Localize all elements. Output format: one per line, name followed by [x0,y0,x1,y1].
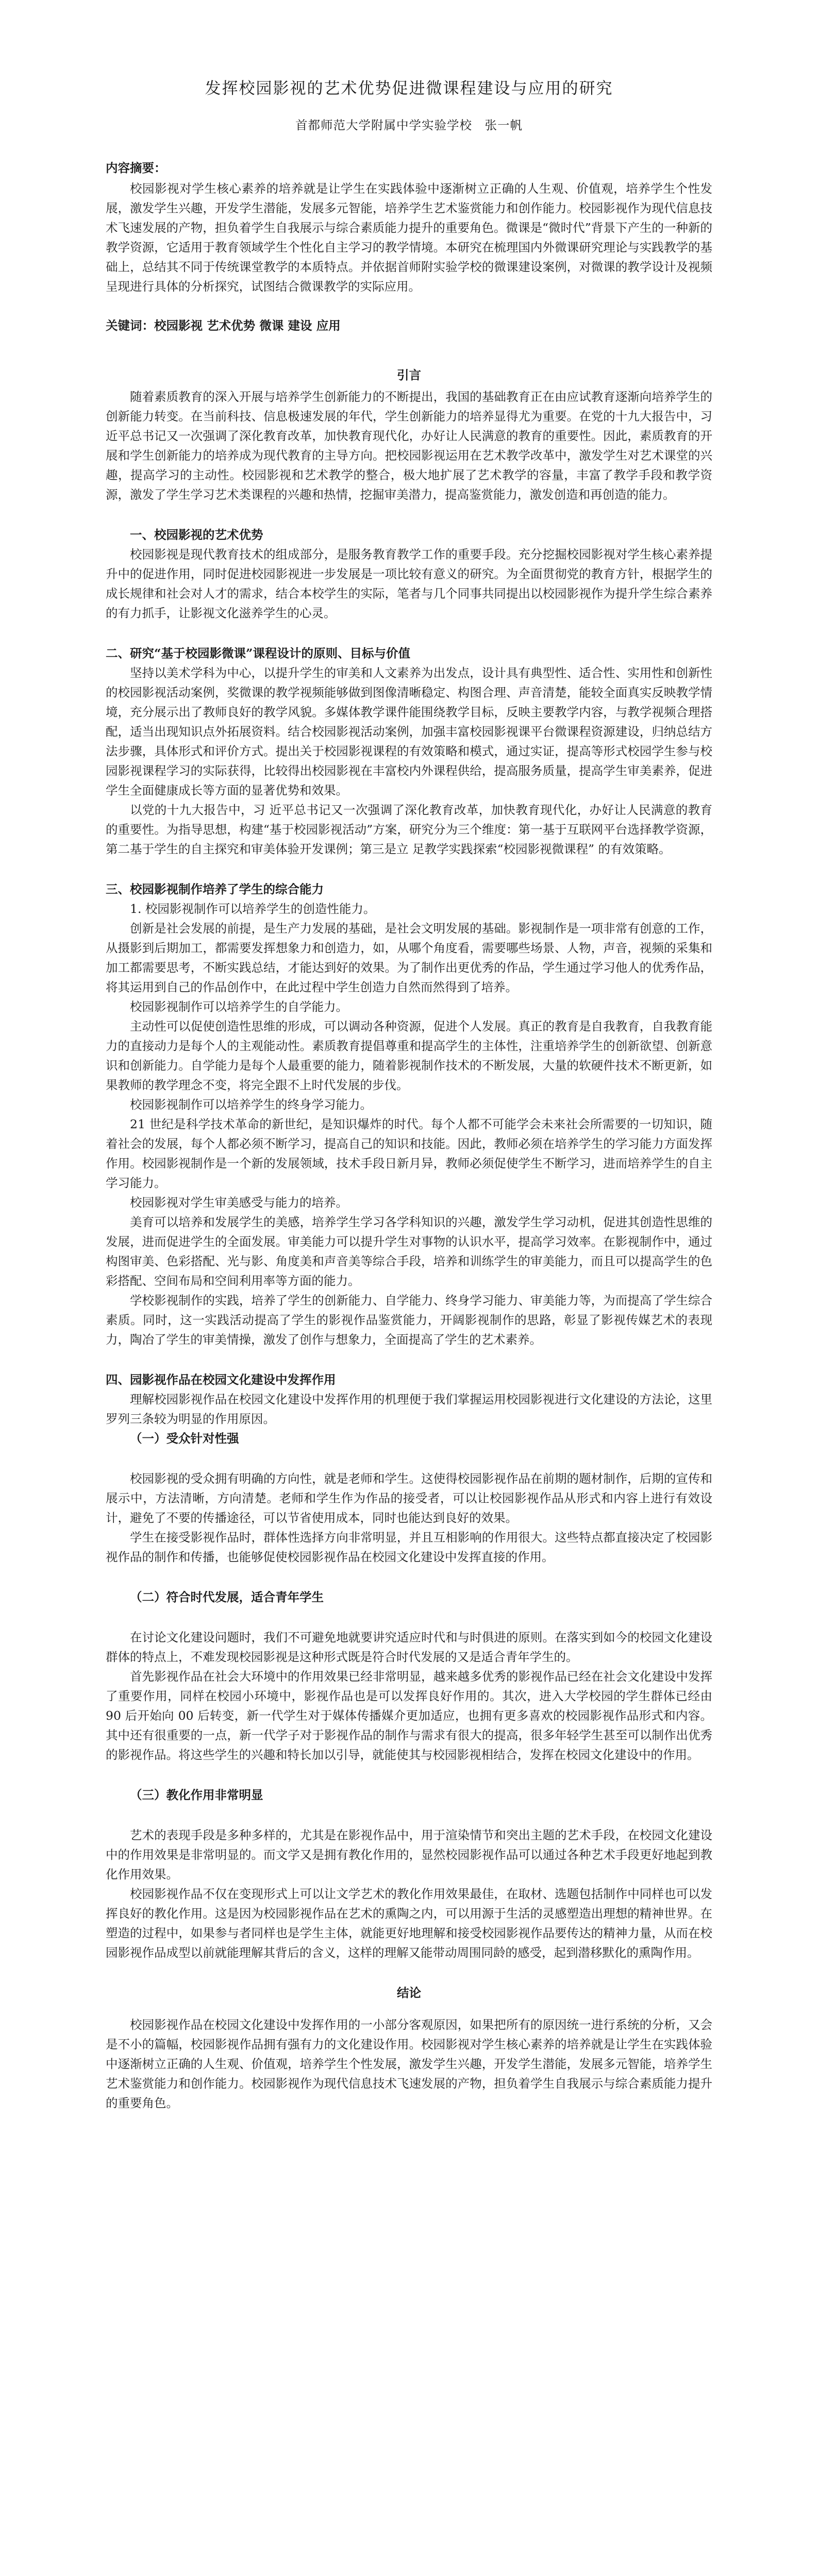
section1-heading: 一、校园影视的艺术优势 [130,528,263,542]
section3-item3-paragraph: 21 世纪是科学技术革命的新世纪，是知识爆炸的时代。每个人都不可能学会未来社会所需要的一切知识，随着社会的发展，每个人都必须不断学习，提高自己的知识和技能。因此，教师必须在培养学生的学习能力方面发挥作用。校园影视制作是一个新的发展领域，技术手段日新月异，教师必须促使学生不断学习，进而培养学生的自主学习能力。 [106,1117,712,1190]
section3-item3-title: 校园影视制作可以培养学生的终身学习能力。 [130,1097,372,1112]
section4-sub1-paragraph-1: 校园影视的受众拥有明确的方向性，就是老师和学生。这使得校园影视作品在前期的题材制作，后期的宣传和展示中，方法清晰，方向清楚。老师和学生作为作品的接受者，可以让校园影视作品从形式和内容上进行有效设计，避免了不要的传播途径，可以节省使用成本，同时也能达到良好的效果。 [106,1471,712,1525]
section4-sub2-heading: （二）符合时代发展，适合青年学生 [130,1590,324,1604]
section4-sub2-paragraph-2: 首先影视作品在社会大环境中的作用效果已经非常明显，越来越多优秀的影视作品已经在社会文化建设中发挥了重要作用，同样在校园小环境中，影视作品也是可以发挥良好作用的。其次，进入大学校园的学生群体已经由 90 后开始向 00 后转变，新一代学生对于媒体传播媒介更加适应，也拥有更多喜欢的校园影视作品形式和内容。其中还有很重要的一点，新一代学子对于影视作品的制作与需求有很大的提高，很多年轻学生甚至可以制作出优秀的影视作品。将这些学生的兴趣和特长加以引导，就能使其与校园影视相结合，发挥在校园文化建设中的作用。 [106,1669,712,1762]
section3-item1-title: 1. 校园影视制作可以培养学生的创造性能力。 [130,902,376,916]
section3-item1-paragraph: 创新是社会发展的前提，是生产力发展的基础，是社会文明发展的基础。影视制作是一项非常有创意的工作，从摄影到后期加工，都需要发挥想象力和创造力，如，从哪个角度看，需要哪些场景、人物，声音，视频的采集和加工都需要思考，不断实践总结，才能达到好的效果。为了制作出更优秀的作品，学生通过学习他人的优秀作品，将其运用到自己的作品创作中，在此过程中学生创造力自然而然得到了培养。 [106,921,712,994]
section2-paragraph-1: 坚持以美术学科为中心，以提升学生的审美和人文素养为出发点，设计具有典型性、适合性、实用性和创新性的校园影视活动案例，奖微课的教学视频能够做到图像清晰稳定、构图合理、声音清楚，能较全面真实反映教学情境，充分展示出了教师良好的教学风貌。多媒体教学课件能围绕教学目标，反映主要教学内容，与教学视频合理搭配，适当出现知识点外拓展资料。结合校园影视活动案例，加强丰富校园影视课平台微课程资源建设，归纳总结方法步骤，具体形式和评价方式。提出关于校园影视课程的有效策略和模式，通过实证，提高等形式校园学生参与校园影视课程学习的实际获得，比较得出校园影视在丰富校内外课程供给，提高服务质量，提高学生审美素养，促进学生全面健康成长等方面的显著优势和效果。 [106,666,712,798]
abstract-label: 内容摘要： [106,161,166,175]
section3-heading: 三、校园影视制作培养了学生的综合能力 [106,882,324,896]
section3-item4-title: 校园影视对学生审美感受与能力的培养。 [130,1195,348,1210]
intro-paragraph: 随着素质教育的深入开展与培养学生创新能力的不断提出，我国的基础教育正在由应试教育逐渐向培养学生的创新能力转变。在当前科技、信息极速发展的年代，学生创新能力的培养显得尤为重要。在党的十九大报告中，习近平总书记又一次强调了深化教育改革，加快教育现代化，办好让人民满意的教育的重要性。因此，素质教育的开展和学生创新能力的培养成为现代教育的主导方向。把校园影视运用在艺术教学改革中，激发学生对艺术课堂的兴趣，提高学习的主动性。校园影视和艺术教学的整合，极大地扩展了艺术教学的容量，丰富了教学手段和教学资源，激发了学生学习艺术类课程的兴趣和热情，挖掘审美潜力，提高鉴赏能力，激发创造和再创造的能力。 [106,389,712,502]
keywords: 关键词：校园影视 艺术优势 微课 建设 应用 [106,318,341,333]
author-line: 首都师范大学附属中学实验学校 张一帆 [295,118,523,132]
section3-item5-paragraph: 学校影视制作的实践，培养了学生的创新能力、自学能力、终身学习能力、审美能力等，为而提高了学生综合素质。同时，这一实践活动提高了学生的影视作品鉴赏能力，开阔影视制作的思路，彰显了影视传媒艺术的表现力，陶冶了学生的审美情操，激发了创作与想象力，全面提高了学生的艺术素养。 [106,1293,712,1347]
conclusion-heading: 结论 [397,1986,421,2000]
section4-intro-paragraph: 理解校园影视作品在校园文化建设中发挥作用的机理便于我们掌握运用校园影视进行文化建设的方法论，这里罗列三条较为明显的作用原因。 [106,1392,712,1426]
section2-paragraph-2: 以党的十九大报告中，习 近平总书记又一次强调了深化教育改革，加快教育现代化，办好让人民满意的教育的重要性。为指导思想，构建“基于校园影视活动”方案，研究分为三个维度：第一基于互联网平台选择教学资源，第二基于学生的自主探究和审美体验开发课例；第三是立 足教学实践探索“校园影视微课程” 的有效策略。 [106,803,712,856]
section4-sub3-heading: （三）教化作用非常明显 [130,1788,263,1802]
conclusion-paragraph: 校园影视作品在校园文化建设中发挥作用的一小部分客观原因，如果把所有的原因统一进行系统的分析，又会是不小的篇幅，校园影视作品拥有强有力的文化建设作用。校园影视对学生核心素养的培养就是让学生在实践体验中逐渐树立正确的人生观、价值观，培养学生个性发展，激发学生兴趣，开发学生潜能，发展多元智能，培养学生艺术鉴赏能力和创作能力。校园影视作为现代信息技术飞速发展的产物，担负着学生自我展示与综合素质能力提升的重要角色。 [106,2018,712,2110]
section4-sub1-paragraph-2: 学生在接受影视作品时，群体性选择方向非常明显，并且互相影响的作用很大。这些特点都直接决定了校园影视作品的制作和传播，也能够促使校园影视作品在校园文化建设中发挥直接的作用。 [106,1530,712,1564]
section4-sub1-heading: （一）受众针对性强 [130,1431,239,1446]
section4-heading: 四、园影视作品在校园文化建设中发挥作用 [106,1372,336,1387]
abstract-text: 校园影视对学生核心素养的培养就是让学生在实践体验中逐渐树立正确的人生观、价值观，培养学生个性发展，激发学生兴趣，开发学生潜能，发展多元智能，培养学生艺术鉴赏能力和创作能力。校园影视作为现代信息技术飞速发展的产物，担负着学生自我展示与综合素质能力提升的重要角色。微课是“微时代”背景下产生的一种新的教学资源，它适用于教育领域学生个性化自主学习的教学情境。本研究在梳理国内外微课研究理论与实践教学的基础上，总结其不同于传统课堂教学的本质特点。并依据首师附实验学校的微课建设案例，对微课的教学设计及视频呈现进行具体的分析探究，试图结合微课教学的实际应用。 [106,181,712,294]
section1-paragraph: 校园影视是现代教育技术的组成部分，是服务教育教学工作的重要手段。充分挖掘校园影视对学生核心素养提升中的促进作用，同时促进校园影视进一步发展是一项比较有意义的研究。为全面贯彻党的教育方针，根据学生的成长规律和社会对人才的需求，结合本校学生的实际，笔者与几个同事共同提出以校园影视作为提升学生综合素养的有力抓手，让影视文化滋养学生的心灵。 [106,547,712,620]
paper-title: 发挥校园影视的艺术优势促进微课程建设与应用的研究 [205,79,613,98]
section3-item4-paragraph: 美育可以培养和发展学生的美感，培养学生学习各学科知识的兴趣，激发学生学习动机，促进其创造性思维的发展，进而促进学生的全面发展。审美能力可以提升学生对事物的认识水平，提高学习效率。在影视制作中，通过构图审美、色彩搭配、光与影、角度美和声音美等综合手段，培养和训练学生的审美能力，而且可以提高学生的色彩搭配、空间布局和空间利用率等方面的能力。 [106,1215,712,1288]
section4-sub2-paragraph-1: 在讨论文化建设问题时，我们不可避免地就要讲究适应时代和与时俱进的原则。在落实到如今的校园文化建设群体的特点上，不难发现校园影视是这种形式既是符合时代发展的又是适合青年学生的。 [106,1630,712,1664]
section3-item2-title: 校园影视制作可以培养学生的自学能力。 [130,999,348,1014]
section4-sub3-paragraph-2: 校园影视作品不仅在变现形式上可以让文学艺术的教化作用效果最佳，在取材、选题包括制作中同样也可以发挥良好的教化作用。这是因为校园影视作品在艺术的熏陶之内，可以用源于生活的灵感塑造出理想的精神世界。在塑造的过程中，如果参与者同样也是学生主体，就能更好地理解和接受校园影视作品要传达的精神力量，从而在校园影视作品成型以前就能理解其背后的含义，这样的理解又能带动周围同龄的感受，起到潜移默化的熏陶作用。 [106,1887,712,1960]
section2-heading: 二、研究“基于校园影微课”课程设计的原则、目标与价值 [106,646,411,660]
section4-sub3-paragraph-1: 艺术的表现手段是多种多样的，尤其是在影视作品中，用于渲染情节和突出主题的艺术手段，在校园文化建设中的作用效果是非常明显的。而文学又是拥有教化作用的，显然校园影视作品可以通过各种艺术手段更好地起到教化作用效果。 [106,1828,712,1882]
intro-heading: 引言 [397,368,421,382]
section3-item2-paragraph: 主动性可以促使创造性思维的形成，可以调动各种资源，促进个人发展。真正的教育是自我教育，自我教育能力的直接动力是每个人的主观能动性。素质教育提倡尊重和提高学生的主体性，注重培养学生的创新欲望、创新意识和创新能力。自学能力是每个人最重要的能力，随着影视制作技术的不断发展，大量的软硬件技术不断更新，如果教师的教学理念不变，将完全跟不上时代发展的步伐。 [106,1019,712,1092]
